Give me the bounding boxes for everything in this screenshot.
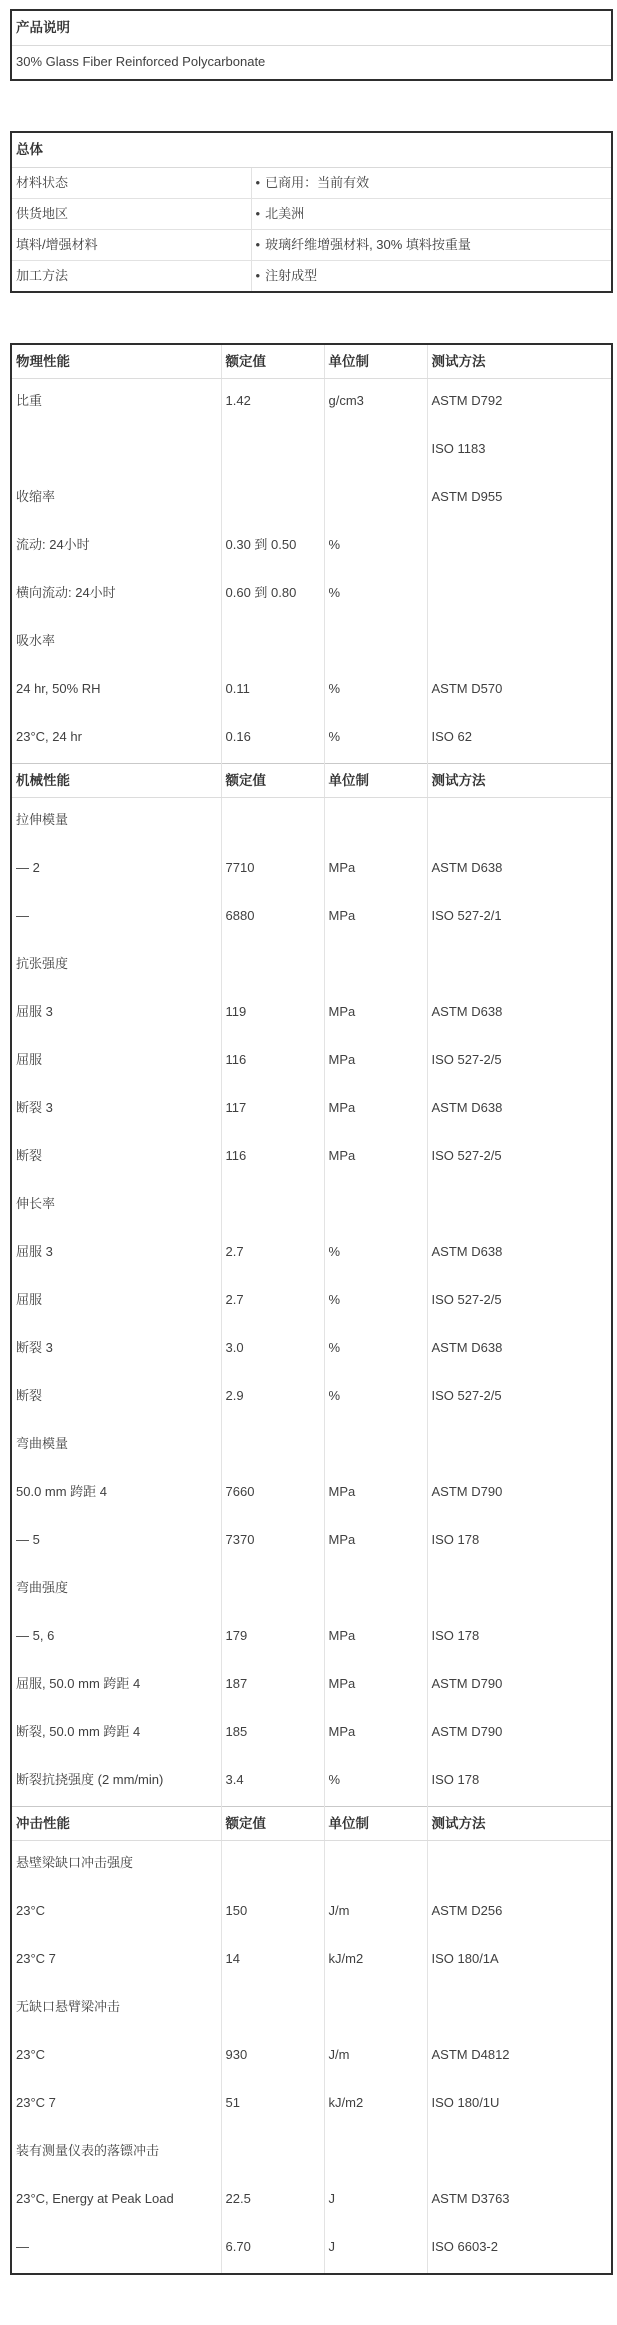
property-value-cell: 930 [221,2033,324,2081]
property-unit-cell: MPa [324,894,427,942]
property-unit-cell [324,1422,427,1470]
property-row [11,379,612,428]
property-method-cell: ISO 527-2/5 [427,1134,612,1182]
property-value-cell: 51 [221,2081,324,2129]
property-method-cell: ISO 178 [427,1758,612,1807]
property-method-cell: ASTM D4812 [427,2033,612,2081]
property-row [11,1518,612,1566]
property-method-cell: ISO 527-2/1 [427,894,612,942]
property-method-cell: ISO 6603-2 [427,2225,612,2274]
property-row [11,523,612,571]
property-method-cell: ASTM D790 [427,1470,612,1518]
property-value-cell: 0.60 到 0.80 [221,571,324,619]
column-header: 测试方法 [427,344,612,379]
general-row-label: 填料/增强材料 [11,230,251,261]
property-row [11,798,612,847]
product-description-row [11,46,612,81]
property-method-cell: ASTM D256 [427,1889,612,1937]
property-unit-cell: J/m [324,1889,427,1937]
property-unit-cell [324,1985,427,2033]
property-value-cell [221,1182,324,1230]
product-description-table [10,9,613,81]
property-method-cell [427,1566,612,1614]
property-method-cell: ISO 1183 [427,427,612,475]
property-name-cell: 23°C, Energy at Peak Load [16,2191,174,2206]
property-row [11,1182,612,1230]
property-name-cell: 横向流动: 24小时 [16,585,116,600]
property-name-cell: 23°C 7 [16,1951,56,1966]
property-name-cell: 23°C [16,1903,46,1918]
section-title: 机械性能 [11,764,221,798]
property-name-cell: 断裂 3 [16,1100,53,1115]
property-unit-cell: % [324,1230,427,1278]
section-title: 物理性能 [11,344,221,379]
property-value-cell: 1.42 [221,379,324,428]
property-row [11,619,612,667]
general-row-value [251,261,612,293]
property-unit-cell: MPa [324,846,427,894]
property-method-cell: ISO 527-2/5 [427,1278,612,1326]
product-description-content: 30% Glass Fiber Reinforced Polycarbonate [16,54,266,69]
property-name-cell: 断裂 [16,1148,43,1163]
property-row [11,2129,612,2177]
property-row [11,2033,612,2081]
property-row [11,1374,612,1422]
property-row [11,1038,612,1086]
column-header: 额定值 [221,1807,324,1841]
property-name-cell: 比重 [11,379,221,428]
property-row [11,715,612,764]
property-value-cell: 3.0 [221,1326,324,1374]
property-row [11,1230,612,1278]
general-row [11,168,612,199]
property-unit-cell: % [324,667,427,715]
property-row [11,1326,612,1374]
property-row [11,1662,612,1710]
property-unit-cell: % [324,1326,427,1374]
property-name-cell: 屈服 [16,1052,43,1067]
property-row [11,1614,612,1662]
property-name-cell: 弯曲强度 [16,1580,69,1595]
property-unit-cell: kJ/m2 [324,1937,427,1985]
section-header-row [11,344,612,379]
bullet-glyph: • [255,237,261,252]
property-unit-cell: % [324,1278,427,1326]
property-unit-cell: g/cm3 [324,379,427,428]
general-row-value-text: 北美洲 [265,206,305,221]
property-value-cell: 0.11 [221,667,324,715]
property-value-cell: 116 [221,1134,324,1182]
general-table [10,131,613,293]
property-value-cell [221,427,324,475]
property-unit-cell: MPa [324,1614,427,1662]
property-unit-cell: % [324,523,427,571]
property-row [11,1937,612,1985]
property-unit-cell: MPa [324,1038,427,1086]
property-name-cell: — 2 [16,860,40,875]
property-unit-cell: J [324,2225,427,2274]
property-name-cell: — 5 [16,1532,40,1547]
property-name-cell: 断裂 3 [16,1340,53,1355]
property-unit-cell: MPa [324,1662,427,1710]
column-header: 单位制 [324,344,427,379]
property-method-cell: ISO 180/1U [427,2081,612,2129]
property-name-cell: — [16,908,29,923]
general-row-label: 加工方法 [11,261,251,293]
property-value-cell: 0.16 [221,715,324,764]
property-row [11,1710,612,1758]
property-unit-cell: MPa [324,1086,427,1134]
property-name-cell: 断裂 [16,1388,43,1403]
property-value-cell: 117 [221,1086,324,1134]
property-method-cell: ASTM D790 [427,1710,612,1758]
property-unit-cell [324,942,427,990]
property-value-cell [221,942,324,990]
property-value-cell [221,619,324,667]
property-value-cell [221,1841,324,1890]
property-value-cell: 119 [221,990,324,1038]
property-name-cell: 23°C 7 [16,2095,56,2110]
property-row [11,475,612,523]
property-method-cell [427,1841,612,1890]
property-value-cell [221,1422,324,1470]
product-description-header [11,10,612,46]
property-unit-cell [324,798,427,847]
property-method-cell [427,571,612,619]
property-unit-cell: MPa [324,1518,427,1566]
section-header-row [11,764,612,798]
property-method-cell: ASTM D790 [427,1662,612,1710]
property-value-cell [221,2129,324,2177]
property-name-cell: 屈服 3 [16,1244,53,1259]
property-method-cell: ISO 527-2/5 [427,1038,612,1086]
property-unit-cell: % [324,571,427,619]
general-row-value-text: 已商用：当前有效 [265,175,370,190]
property-unit-cell: % [324,1374,427,1422]
property-row [11,571,612,619]
property-name-cell: 23°C, 24 hr [16,729,82,744]
property-method-cell: ISO 180/1A [427,1937,612,1985]
property-unit-cell: % [324,1758,427,1807]
property-name-cell: 悬壁梁缺口冲击强度 [11,1841,221,1890]
property-value-cell [221,1566,324,1614]
property-name-cell: 伸长率 [16,1196,56,1211]
general-row [11,199,612,230]
column-header: 测试方法 [427,764,612,798]
property-unit-cell [324,475,427,523]
property-value-cell: 187 [221,1662,324,1710]
general-header [11,132,612,168]
property-row [11,990,612,1038]
property-method-cell [427,1422,612,1470]
property-name-cell: 吸水率 [16,633,56,648]
property-value-cell: 7710 [221,846,324,894]
property-value-cell: 2.7 [221,1230,324,1278]
property-value-cell: 150 [221,1889,324,1937]
product-description-title: 产品说明 [11,10,612,46]
property-name-cell: 24 hr, 50% RH [16,681,101,696]
property-name-cell: 屈服 [16,1292,43,1307]
section-title: 冲击性能 [11,1807,221,1841]
property-value-cell: 2.9 [221,1374,324,1422]
property-method-cell: ASTM D638 [427,846,612,894]
property-unit-cell: J/m [324,2033,427,2081]
property-row [11,1758,612,1807]
property-row [11,1985,612,2033]
property-row [11,2177,612,2225]
property-method-cell [427,1985,612,2033]
property-unit-cell: MPa [324,1134,427,1182]
property-value-cell: 0.30 到 0.50 [221,523,324,571]
property-name-cell: 装有测量仪表的落镖冲击 [16,2143,160,2158]
property-row [11,2081,612,2129]
property-method-cell [427,619,612,667]
property-row [11,667,612,715]
general-row-value [251,168,612,199]
column-header: 额定值 [221,764,324,798]
property-name-cell: 拉伸模量 [11,798,221,847]
property-name-cell: 断裂, 50.0 mm 跨距 4 [16,1724,141,1739]
property-unit-cell [324,1566,427,1614]
property-method-cell: ASTM D638 [427,990,612,1038]
property-value-cell [221,798,324,847]
bullet-glyph: • [255,268,261,283]
property-row [11,1422,612,1470]
property-row [11,942,612,990]
property-method-cell [427,523,612,571]
property-unit-cell: J [324,2177,427,2225]
properties-table [10,343,613,2275]
general-row-value-text: 玻璃纤维增强材料, 30% 填料按重量 [265,237,471,252]
property-value-cell: 3.4 [221,1758,324,1807]
property-row [11,1841,612,1890]
general-row [11,261,612,293]
property-unit-cell [324,619,427,667]
column-header: 单位制 [324,1807,427,1841]
property-method-cell: ASTM D638 [427,1230,612,1278]
property-value-cell: 7660 [221,1470,324,1518]
property-value-cell: 179 [221,1614,324,1662]
property-unit-cell [324,1182,427,1230]
property-value-cell: 14 [221,1937,324,1985]
general-row [11,230,612,261]
general-row-value-text: 注射成型 [265,268,318,283]
property-value-cell [221,1985,324,2033]
property-method-cell: ISO 527-2/5 [427,1374,612,1422]
property-name-cell: 23°C [16,2047,46,2062]
property-method-cell: ASTM D638 [427,1086,612,1134]
property-unit-cell [324,1841,427,1890]
property-method-cell: ASTM D955 [427,475,612,523]
property-row [11,1566,612,1614]
property-name-cell: 抗张强度 [16,956,69,971]
property-row [11,894,612,942]
property-name-cell: — 5, 6 [16,1628,55,1643]
property-method-cell: ASTM D638 [427,1326,612,1374]
property-value-cell: 2.7 [221,1278,324,1326]
property-method-cell: ISO 178 [427,1614,612,1662]
property-method-cell [427,2129,612,2177]
general-title: 总体 [11,132,612,168]
property-unit-cell: MPa [324,1710,427,1758]
property-method-cell: ASTM D3763 [427,2177,612,2225]
property-method-cell: ASTM D792 [427,379,612,428]
property-value-cell: 6.70 [221,2225,324,2274]
general-row-label: 供货地区 [11,199,251,230]
property-method-cell: ASTM D570 [427,667,612,715]
property-unit-cell: % [324,715,427,764]
property-name-cell: — [16,2239,29,2254]
property-row [11,1278,612,1326]
property-row [11,846,612,894]
property-value-cell: 6880 [221,894,324,942]
property-row [11,1086,612,1134]
bullet-glyph: • [255,175,261,190]
property-method-cell: ISO 62 [427,715,612,764]
property-name-cell: 收缩率 [16,489,56,504]
property-name-cell: 50.0 mm 跨距 4 [16,1484,108,1499]
property-name-cell: 弯曲模量 [16,1436,69,1451]
property-unit-cell: MPa [324,990,427,1038]
property-value-cell [221,475,324,523]
property-name-cell: 断裂抗挠强度 (2 mm/min) [16,1772,164,1787]
property-method-cell [427,942,612,990]
property-name-cell: 屈服 3 [16,1004,53,1019]
bullet-glyph: • [255,206,261,221]
property-name-cell [11,427,221,475]
property-value-cell: 185 [221,1710,324,1758]
property-unit-cell: kJ/m2 [324,2081,427,2129]
property-row [11,1470,612,1518]
general-row-value [251,230,612,261]
column-header: 额定值 [221,344,324,379]
column-header: 单位制 [324,764,427,798]
property-method-cell: ISO 178 [427,1518,612,1566]
property-name-cell: 流动: 24小时 [16,537,90,552]
property-unit-cell: MPa [324,1470,427,1518]
property-unit-cell [324,2129,427,2177]
column-header: 测试方法 [427,1807,612,1841]
property-value-cell: 22.5 [221,2177,324,2225]
property-name-cell: 无缺口悬臂梁冲击 [16,1999,121,2014]
property-row [11,427,612,475]
section-header-row [11,1807,612,1841]
general-row-value [251,199,612,230]
property-unit-cell [324,427,427,475]
property-name-cell: 屈服, 50.0 mm 跨距 4 [16,1676,141,1691]
property-value-cell: 7370 [221,1518,324,1566]
property-value-cell: 116 [221,1038,324,1086]
property-method-cell [427,798,612,847]
general-row-label: 材料状态 [16,175,69,190]
property-row [11,1889,612,1937]
property-row [11,1134,612,1182]
property-method-cell [427,1182,612,1230]
